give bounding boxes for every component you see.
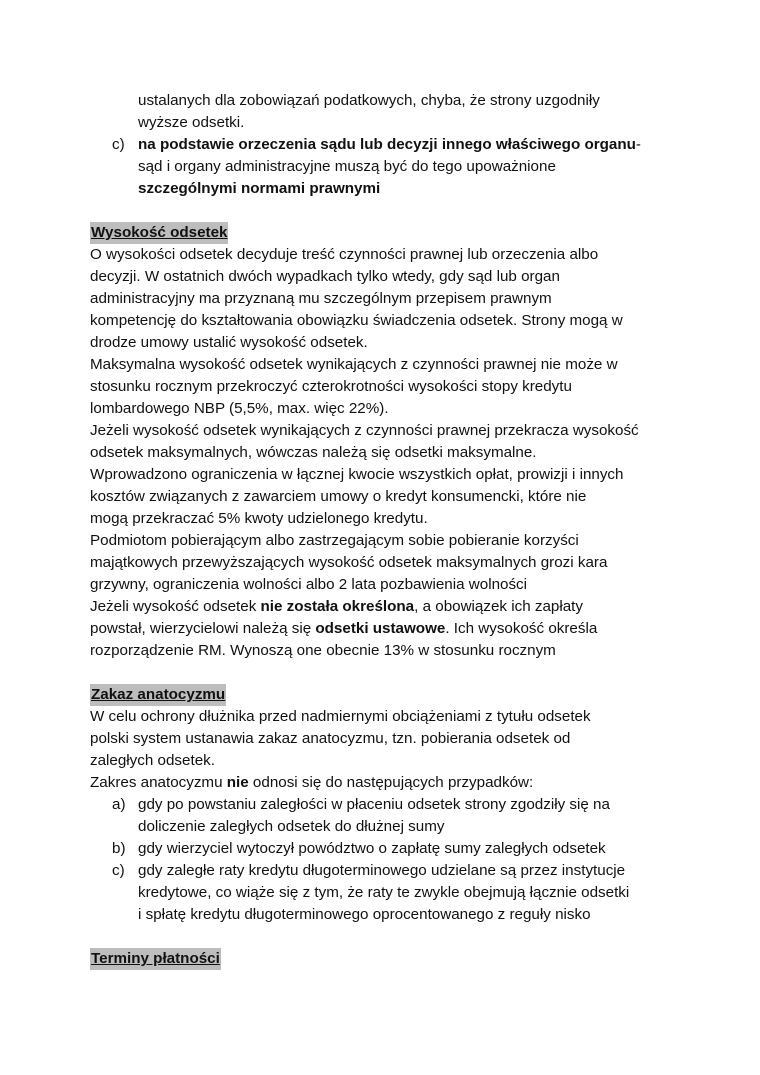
list-item-c	[90, 134, 680, 200]
text-line	[90, 772, 680, 794]
text-line: rozporządzenie RM. Wynoszą one obecnie 13% w stosunku rocznym	[90, 642, 556, 659]
text-line: kredytowe, co wiąże się z tym, że raty te zwykle obejmują łącznie odsetki	[138, 884, 630, 901]
section-wysokosc-odsetek	[90, 200, 680, 662]
list-marker: c)	[112, 862, 125, 879]
text-line: drodze umowy ustalić wysokość odsetek.	[90, 334, 368, 351]
text-line: Wprowadzono ograniczenia w łącznej kwocie wszystkich opłat, prowizji i innych	[90, 466, 624, 483]
section-heading: Wysokość odsetek	[90, 222, 228, 244]
text-line: odsetek maksymalnych, wówczas należą się odsetki maksymalne.	[90, 444, 537, 461]
text-line: gdy zaległe raty kredytu długoterminowego udzielane są przez instytucje	[138, 862, 626, 879]
section-heading: Zakaz anatocyzmu	[90, 684, 226, 706]
text-line: polski system ustanawia zakaz anatocyzmu, tzn. pobierania odsetek od	[90, 730, 571, 747]
paragraph	[90, 420, 680, 464]
text-line: i spłatę kredytu długoterminowego oprocentowanego z reguły nisko	[138, 906, 591, 923]
document-page	[90, 90, 680, 970]
paragraph	[90, 596, 680, 662]
text-fragment: powstał, wierzycielowi należą się	[90, 620, 316, 637]
text-line: kompetencję do kształtowania obowiązku świadczenia odsetek. Strony mogą w	[90, 312, 623, 329]
text-line: Jeżeli wysokość odsetek wynikających z czynności prawnej przekracza wysokość	[90, 422, 639, 439]
list-marker: a)	[112, 796, 126, 813]
paragraph	[90, 772, 680, 794]
text-line: kosztów związanych z zawarciem umowy o kredyt konsumencki, które nie	[90, 488, 587, 505]
text-line: grzywny, ograniczenia wolności albo 2 lata pozbawienia wolności	[90, 576, 528, 593]
list-item-c	[90, 860, 680, 926]
text-line: W celu ochrony dłużnika przed nadmiernymi obciążeniami z tytułu odsetek	[90, 708, 591, 725]
text-line: doliczenie zaległych odsetek do dłużnej sumy	[138, 818, 445, 835]
bold-text: na podstawie orzeczenia sądu lub decyzji innego właściwego organu	[138, 136, 636, 153]
text-fragment: odnosi się do następujących przypadków:	[248, 774, 534, 791]
text-line: mogą przekraczać 5% kwoty udzielonego kredytu.	[90, 510, 428, 527]
list-marker: b)	[112, 840, 126, 857]
text-line: Maksymalna wysokość odsetek wynikających z czynności prawnej nie może w	[90, 356, 618, 373]
text-line: stosunku rocznym przekroczyć czterokrotności wysokości stopy kredytu	[90, 378, 572, 395]
list-marker: c)	[112, 136, 125, 153]
paragraph	[90, 464, 680, 530]
text-line: wyższe odsetki.	[138, 114, 245, 131]
bold-text: nie została określona	[260, 598, 415, 615]
text-fragment: , a obowiązek ich zapłaty	[414, 598, 583, 615]
text-line: ustalanych dla zobowiązań podatkowych, chyba, że strony uzgodniły	[138, 92, 600, 109]
list-item-b	[90, 838, 680, 860]
paragraph	[90, 354, 680, 420]
text-line: sąd i organy administracyjne muszą być do tego upoważnione	[138, 158, 556, 175]
text-fragment: Zakres anatocyzmu	[90, 774, 227, 791]
bold-text: nie	[226, 774, 249, 791]
text-line: lombardowego NBP (5,5%, max. więc 22%).	[90, 400, 389, 417]
text-line: majątkowych przewyższających wysokość odsetek maksymalnych grozi kara	[90, 554, 608, 571]
text-line: O wysokości odsetek decyduje treść czynności prawnej lub orzeczenia albo	[90, 246, 599, 263]
text-line	[138, 178, 680, 200]
bold-text: szczególnymi normami prawnymi	[138, 180, 381, 197]
bold-text: odsetki ustawowe	[315, 620, 446, 637]
text-fragment: Jeżeli wysokość odsetek	[90, 598, 261, 615]
paragraph	[90, 530, 680, 596]
text-line	[138, 134, 680, 156]
text-line: zaległych odsetek.	[90, 752, 215, 769]
paragraph	[90, 706, 680, 772]
list-item-a	[90, 794, 680, 838]
text-line: administracyjny ma przyznaną mu szczególnym przepisem prawnym	[90, 290, 552, 307]
section-heading: Terminy płatności	[90, 948, 221, 970]
text-fragment: . Ich wysokość określa	[445, 620, 598, 637]
text-line: Podmiotom pobierającym albo zastrzegającym sobie pobieranie korzyści	[90, 532, 579, 549]
text-line	[90, 596, 680, 618]
text-line	[90, 618, 680, 640]
list-item-b-continuation	[90, 90, 680, 134]
text-fragment: -	[635, 136, 641, 153]
paragraph	[90, 244, 680, 354]
text-line: gdy po powstaniu zaległości w płaceniu odsetek strony zgodziły się na	[138, 796, 610, 813]
section-zakaz-anatocyzmu	[90, 662, 680, 926]
text-line: decyzji. W ostatnich dwóch wypadkach tylko wtedy, gdy sąd lub organ	[90, 268, 560, 285]
section-terminy-platnosci	[90, 926, 680, 970]
text-line: gdy wierzyciel wytoczył powództwo o zapłatę sumy zaległych odsetek	[138, 840, 606, 857]
